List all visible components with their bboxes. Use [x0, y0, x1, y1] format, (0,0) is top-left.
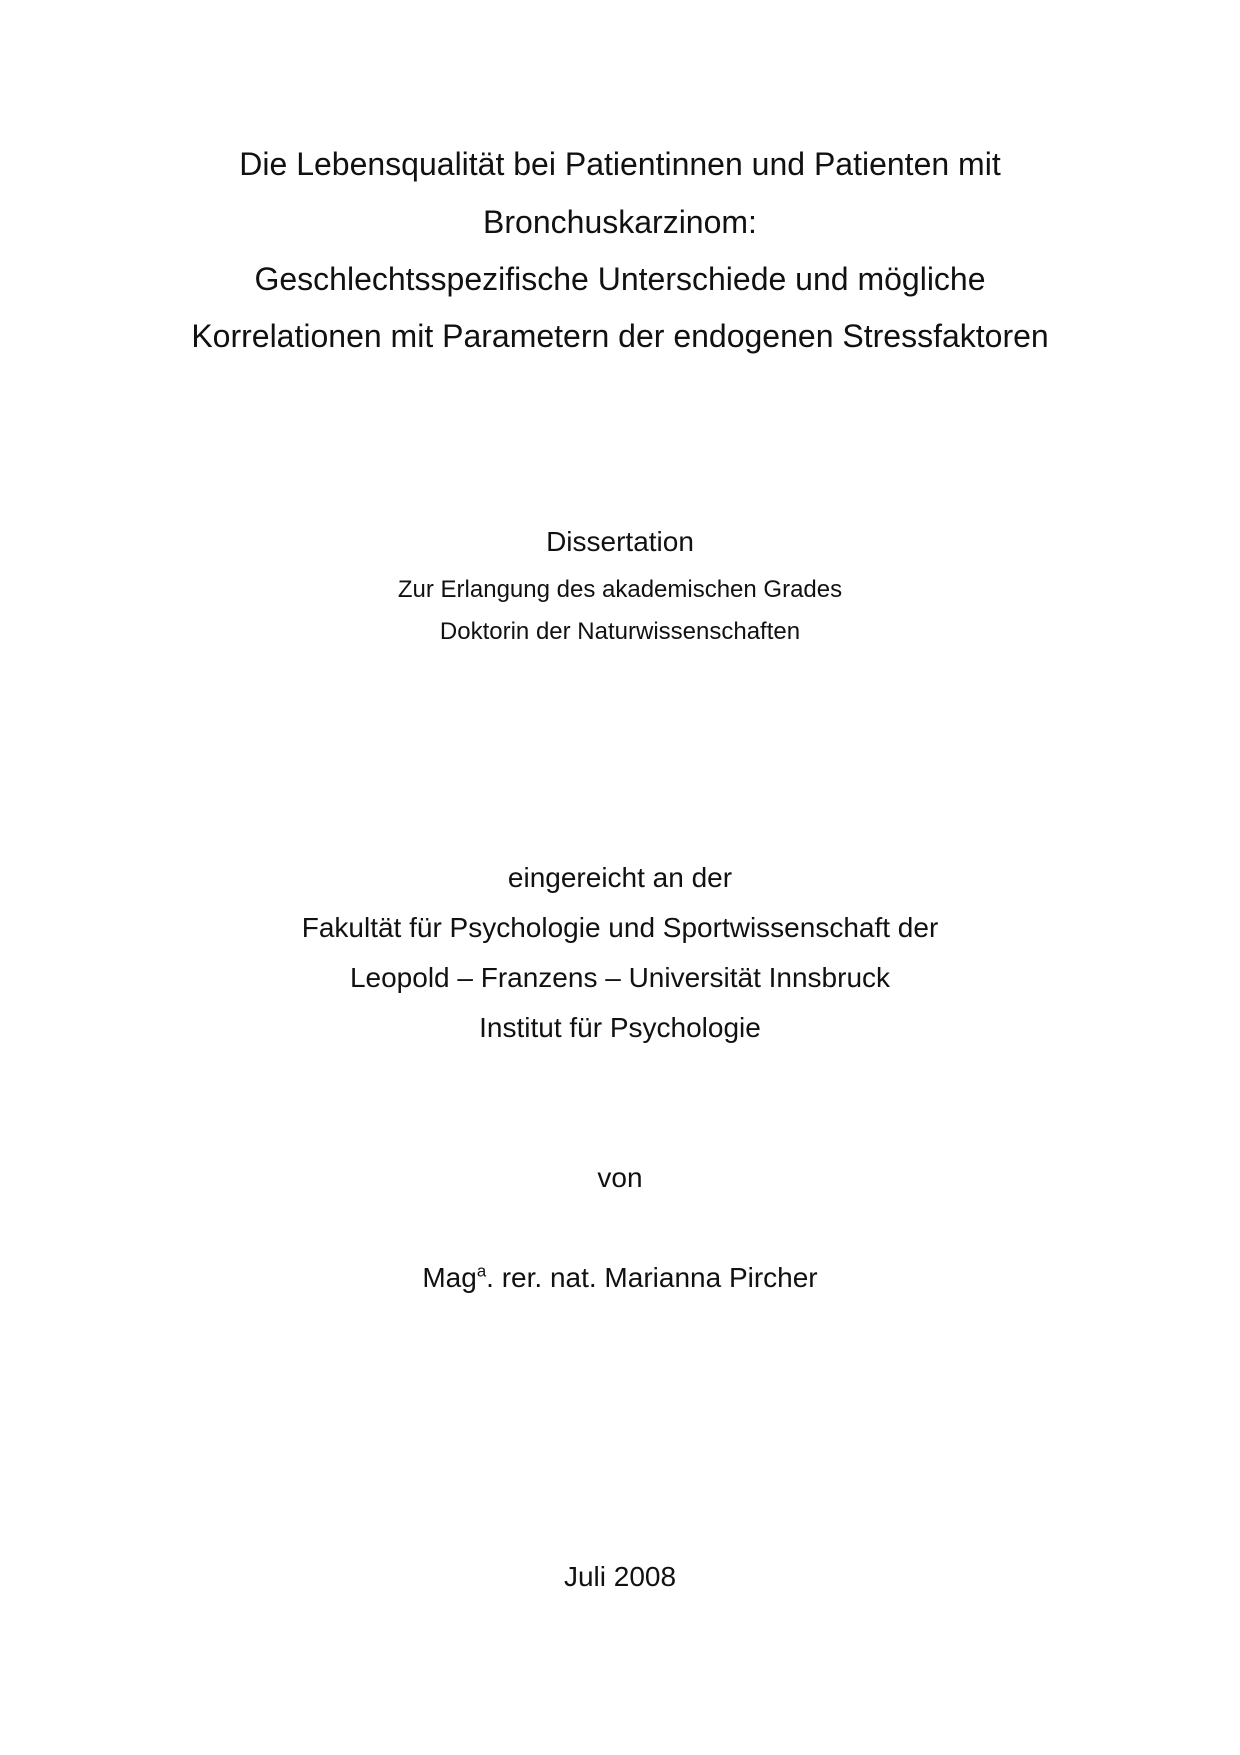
- dissertation-heading: Dissertation: [546, 526, 694, 557]
- submission-date: Juli 2008: [563, 1561, 677, 1592]
- author-title-superscript: a: [476, 1261, 487, 1281]
- submitted-to: eingereicht an der: [507, 862, 733, 893]
- author-line: [0, 1261, 1240, 1293]
- thesis-title-line-3: Geschlechtsspezifische Unterschiede und mögliche: [254, 261, 986, 297]
- by-label: von: [597, 1162, 643, 1193]
- thesis-title-line-2: Bronchuskarzinom:: [483, 204, 757, 240]
- author-name: . rer. nat. Marianna Pircher: [486, 1262, 818, 1293]
- institute-name: Institut für Psychologie: [479, 1012, 761, 1043]
- thesis-title-line-1: Die Lebensqualität bei Patientinnen und Patienten mit: [239, 146, 1001, 182]
- author-title-prefix: Mag: [422, 1262, 477, 1293]
- dissertation-purpose: Zur Erlangung des akademischen Grades: [397, 576, 843, 603]
- faculty-name: Fakultät für Psychologie und Sportwissenschaft der: [301, 912, 939, 943]
- university-name: Leopold – Franzens – Universität Innsbruck: [349, 962, 891, 993]
- thesis-title-line-4: Korrelationen mit Parametern der endogenen Stressfaktoren: [191, 318, 1049, 354]
- dissertation-degree: Doktorin der Naturwissenschaften: [439, 618, 801, 645]
